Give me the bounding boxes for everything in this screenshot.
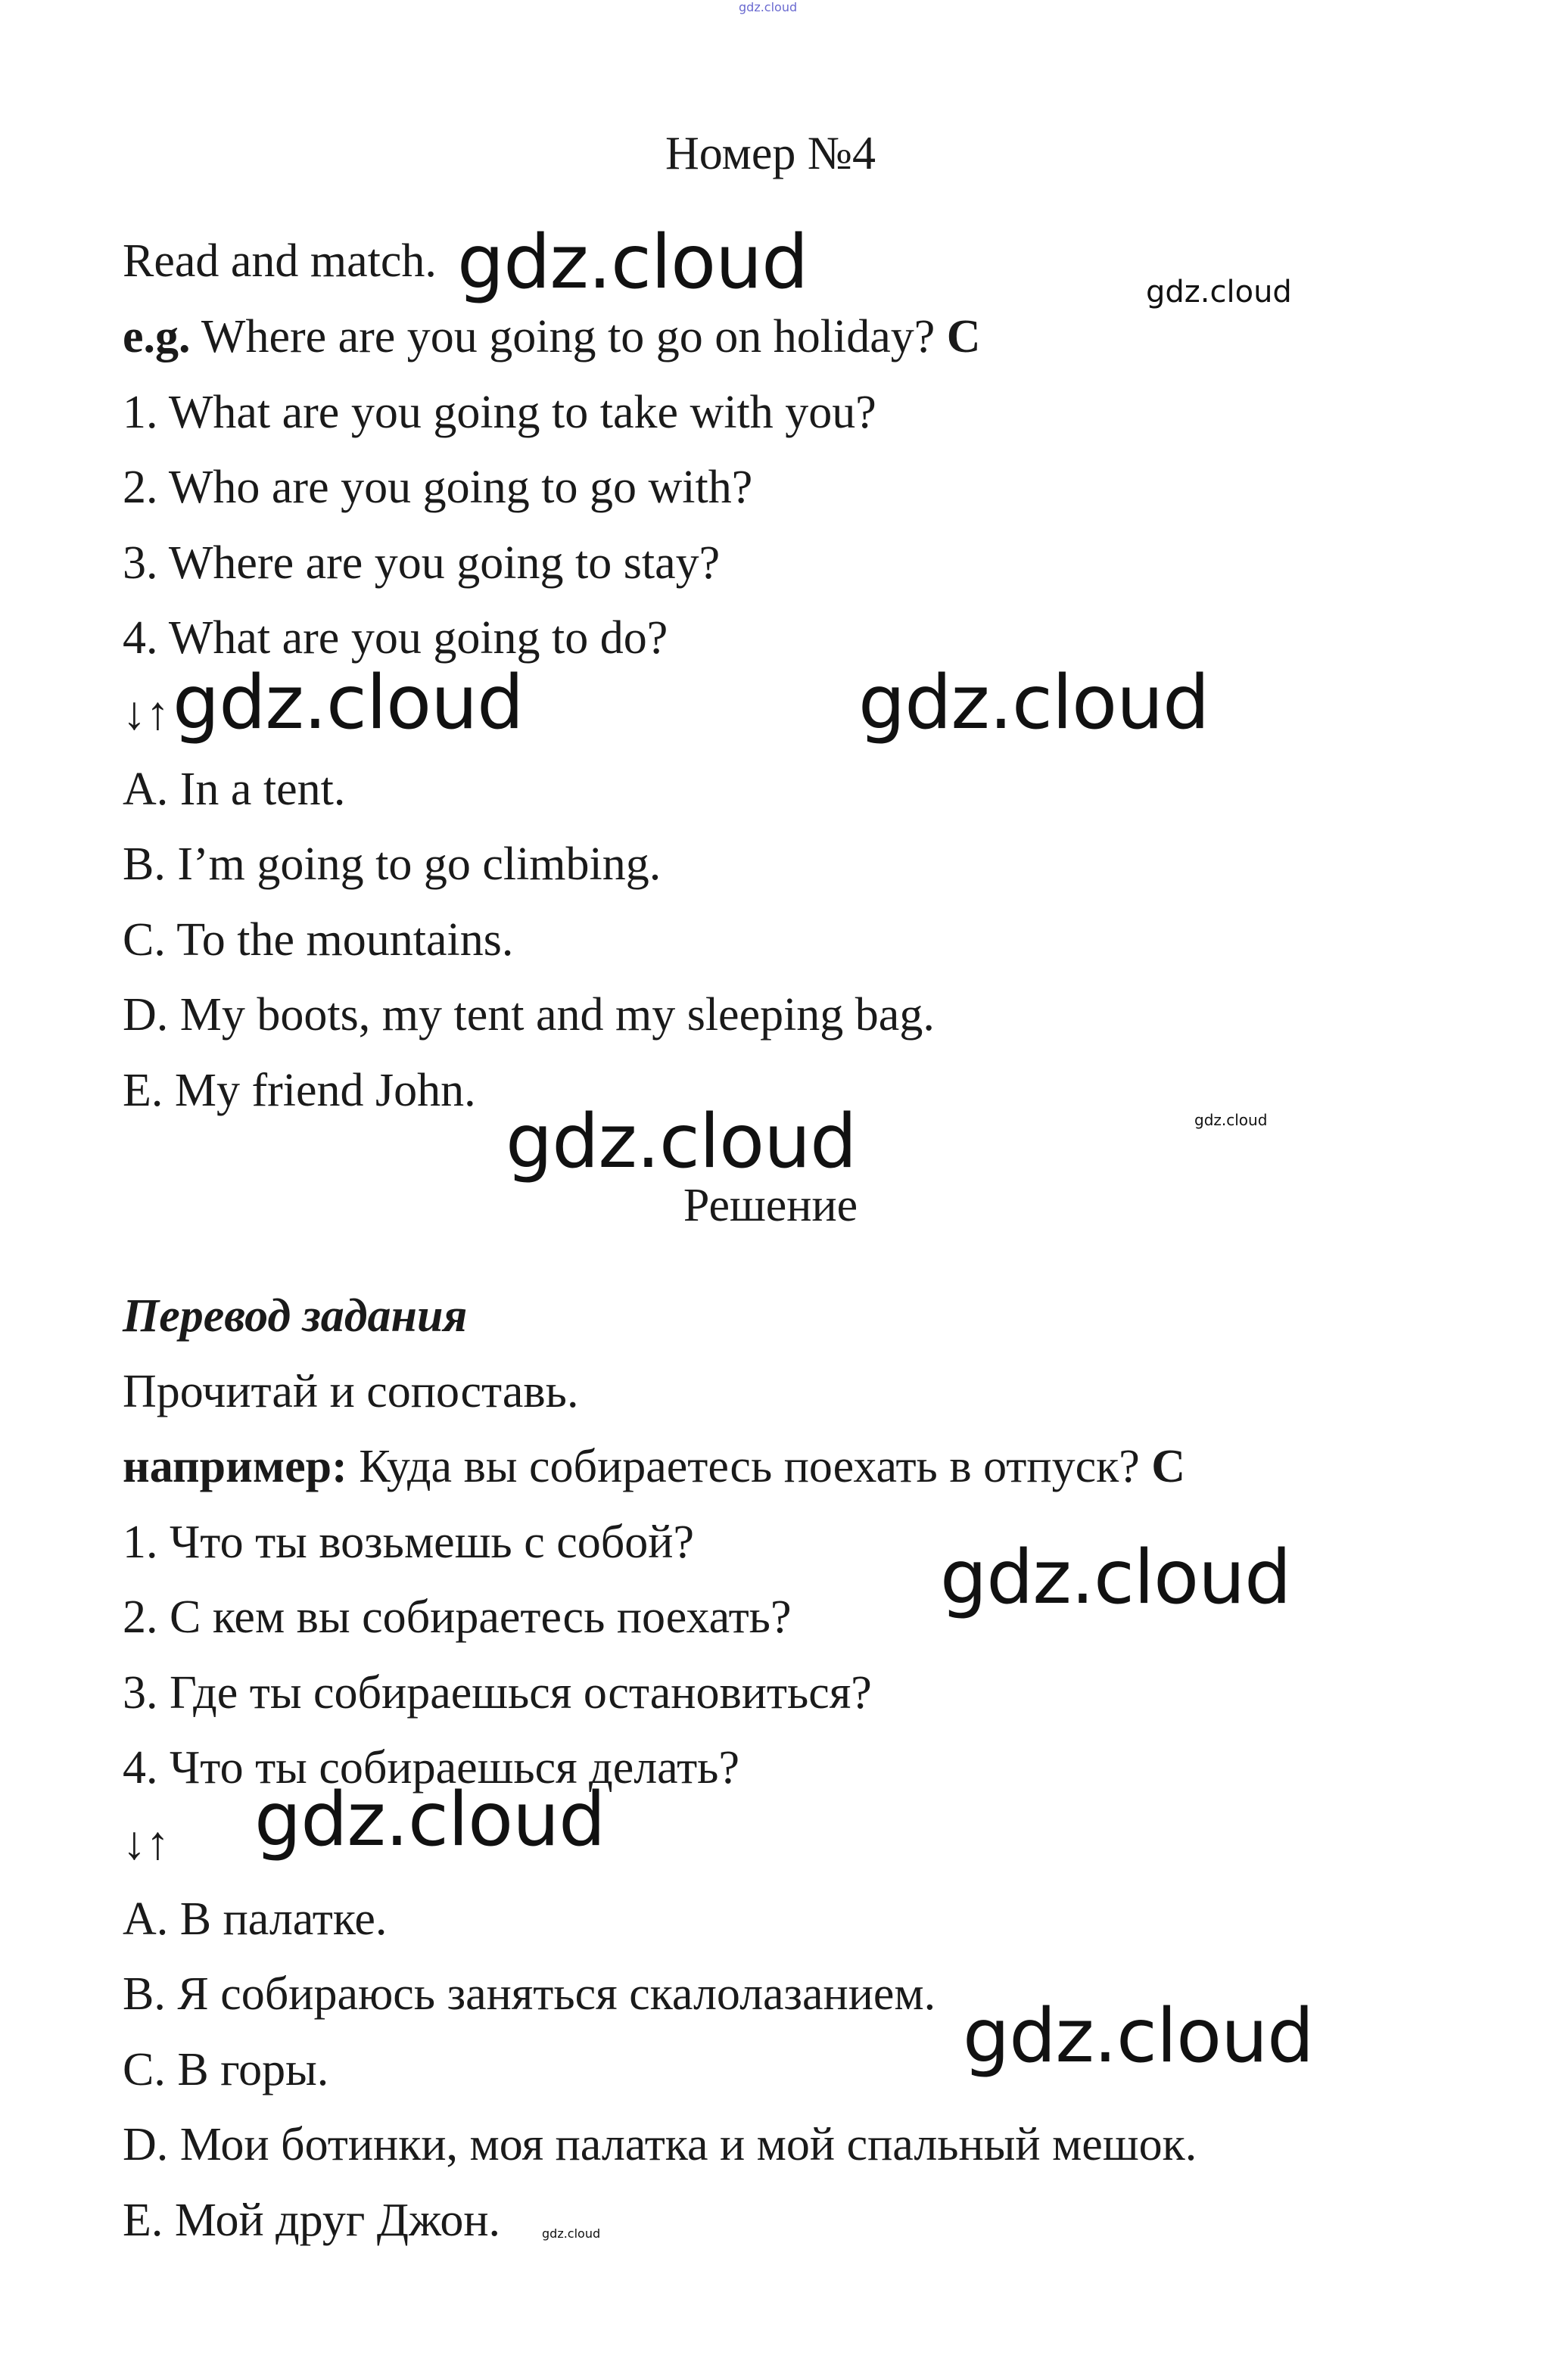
example-prefix: e.g. <box>123 311 191 362</box>
question-4: 4. What are you going to do? <box>123 612 668 664</box>
watermark-2: gdz.cloud <box>1146 275 1292 310</box>
translation-heading: Перевод задания <box>123 1290 468 1342</box>
solution-answer-a: A. В палатке. <box>123 1893 388 1945</box>
solution-question-1: 1. Что ты возьмешь с собой? <box>123 1517 694 1568</box>
solution-answer-b: B. Я собираюсь заняться скалолазанием. <box>123 1968 936 2020</box>
answer-a: A. In a tent. <box>123 764 346 815</box>
watermark-9: gdz.cloud <box>963 1993 1314 2080</box>
watermark-top: gdz.cloud <box>739 0 798 14</box>
answer-c: C. To the mountains. <box>123 914 514 966</box>
solution-example-text: Куда вы собираетесь поехать в отпуск? <box>359 1441 1140 1492</box>
watermark-8: gdz.cloud <box>254 1777 606 1863</box>
solution-question-4: 4. Что ты собираешься делать? <box>123 1742 739 1794</box>
solution-answer-e: E. Мой друг Джон. <box>123 2195 501 2246</box>
example-text: Where are you going to go on holiday? <box>201 311 935 362</box>
task-example <box>123 313 981 360</box>
watermark-10: gdz.cloud <box>542 2226 601 2241</box>
solution-example <box>123 1443 1185 1490</box>
solution-answer-c: C. В горы. <box>123 2044 329 2095</box>
watermark-6: gdz.cloud <box>1194 1111 1268 1129</box>
watermark-5: gdz.cloud <box>506 1099 857 1185</box>
solution-instruction: Прочитай и сопоставь. <box>123 1366 579 1417</box>
arrows-icon: ↓↑ <box>123 688 170 739</box>
answer-d: D. My boots, my tent and my sleeping bag. <box>123 989 935 1041</box>
watermark-3: gdz.cloud <box>173 660 524 746</box>
solution-question-2: 2. С кем вы собираетесь поехать? <box>123 1591 792 1643</box>
watermark-7: gdz.cloud <box>940 1535 1291 1621</box>
answer-b: B. I’m going to go climbing. <box>123 838 662 890</box>
solution-heading: Решение <box>683 1180 858 1231</box>
solution-arrows-icon: ↓↑ <box>123 1818 170 1869</box>
solution-example-answer: C <box>1151 1441 1186 1492</box>
page-title: Номер №4 <box>665 128 876 179</box>
solution-answer-d: D. Мои ботинки, моя палатка и мой спальный мешок. <box>123 2119 1197 2170</box>
watermark-1: gdz.cloud <box>457 219 808 306</box>
solution-example-prefix: например: <box>123 1441 347 1492</box>
example-answer: C <box>946 311 981 362</box>
task-instruction: Read and match. <box>123 235 437 287</box>
answer-e: E. My friend John. <box>123 1065 476 1116</box>
solution-question-3: 3. Где ты собираешься остановиться? <box>123 1667 872 1719</box>
question-3: 3. Where are you going to stay? <box>123 537 721 589</box>
question-2: 2. Who are you going to go with? <box>123 462 753 513</box>
watermark-4: gdz.cloud <box>858 660 1209 746</box>
question-1: 1. What are you going to take with you? <box>123 387 876 438</box>
